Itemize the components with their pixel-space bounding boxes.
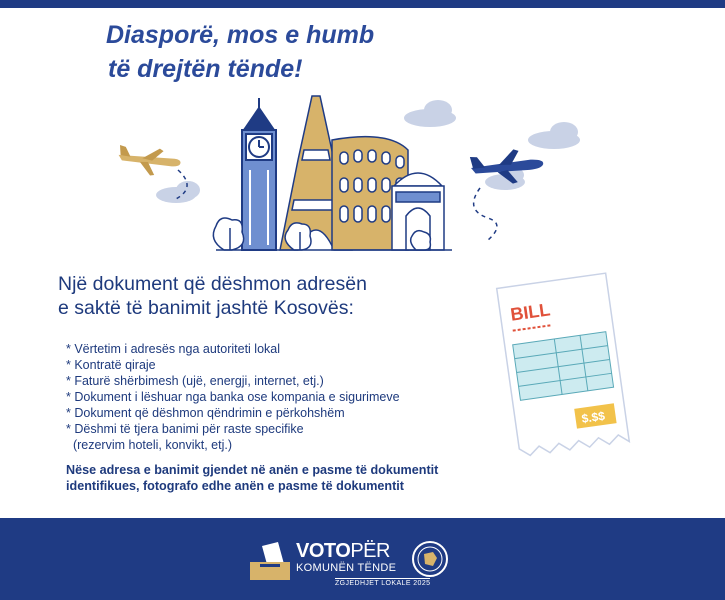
top-bar: [0, 0, 725, 8]
vote-subtitle: KOMUNËN TËNDE: [296, 562, 397, 574]
cloud-icon: [528, 122, 580, 149]
bill-icon: [488, 270, 638, 460]
requirements-list: [66, 341, 496, 453]
seal-icon: [411, 540, 449, 578]
vote-tagline: ZGJEDHJET LOKALE 2025: [335, 580, 431, 587]
list-item: (rezervim hoteli, konvikt, etj.): [66, 438, 233, 452]
tree-icon: [285, 223, 311, 250]
note-line-1: Nëse adresa e banimit gjendet në anën e pasme të dokumentit: [66, 463, 439, 477]
list-item: * Dokument i lëshuar nga banka ose kompania e sigurimeve: [66, 390, 400, 404]
note-line-2: identifikues, fotografo edhe anën e pasme të dokumentit: [66, 479, 404, 493]
list-item: * Vërtetim i adresës nga autoriteti lokal: [66, 342, 280, 356]
intro-line-2: e saktë të banimit jashtë Kosovës:: [58, 297, 354, 319]
landmarks-illustration: [108, 90, 618, 260]
bill-title: BILL: [509, 299, 552, 325]
per-word: PËR: [350, 540, 390, 562]
tree-icon: [411, 231, 431, 250]
vote-title: [296, 540, 390, 563]
intro-heading: [58, 272, 478, 320]
list-item: * Dëshmi të tjera banimi për raste specifike: [66, 422, 304, 436]
list-item: * Kontratë qiraje: [66, 358, 156, 372]
headline-line-1: Diasporë, mos e humb: [106, 21, 375, 49]
list-item: * Faturë shërbimesh (ujë, energji, internet, etj.): [66, 374, 324, 388]
list-item: * Dokument që dëshmon qëndrimin e përkohshëm: [66, 406, 345, 420]
cloud-icon: [156, 181, 200, 203]
airplane-icon: [116, 143, 182, 179]
headline-line-2: të drejtën tënde!: [108, 55, 303, 83]
bill-amount: $.$$: [580, 408, 606, 426]
intro-line-1: Një dokument që dëshmon adresën: [58, 273, 367, 295]
headline: [106, 18, 374, 86]
vote-word: VOTO: [296, 540, 351, 562]
note-text: [66, 462, 506, 494]
cloud-icon: [404, 100, 456, 127]
tree-icon: [213, 218, 243, 250]
big-ben-icon: [242, 98, 276, 250]
ballot-box-icon: [248, 542, 292, 582]
